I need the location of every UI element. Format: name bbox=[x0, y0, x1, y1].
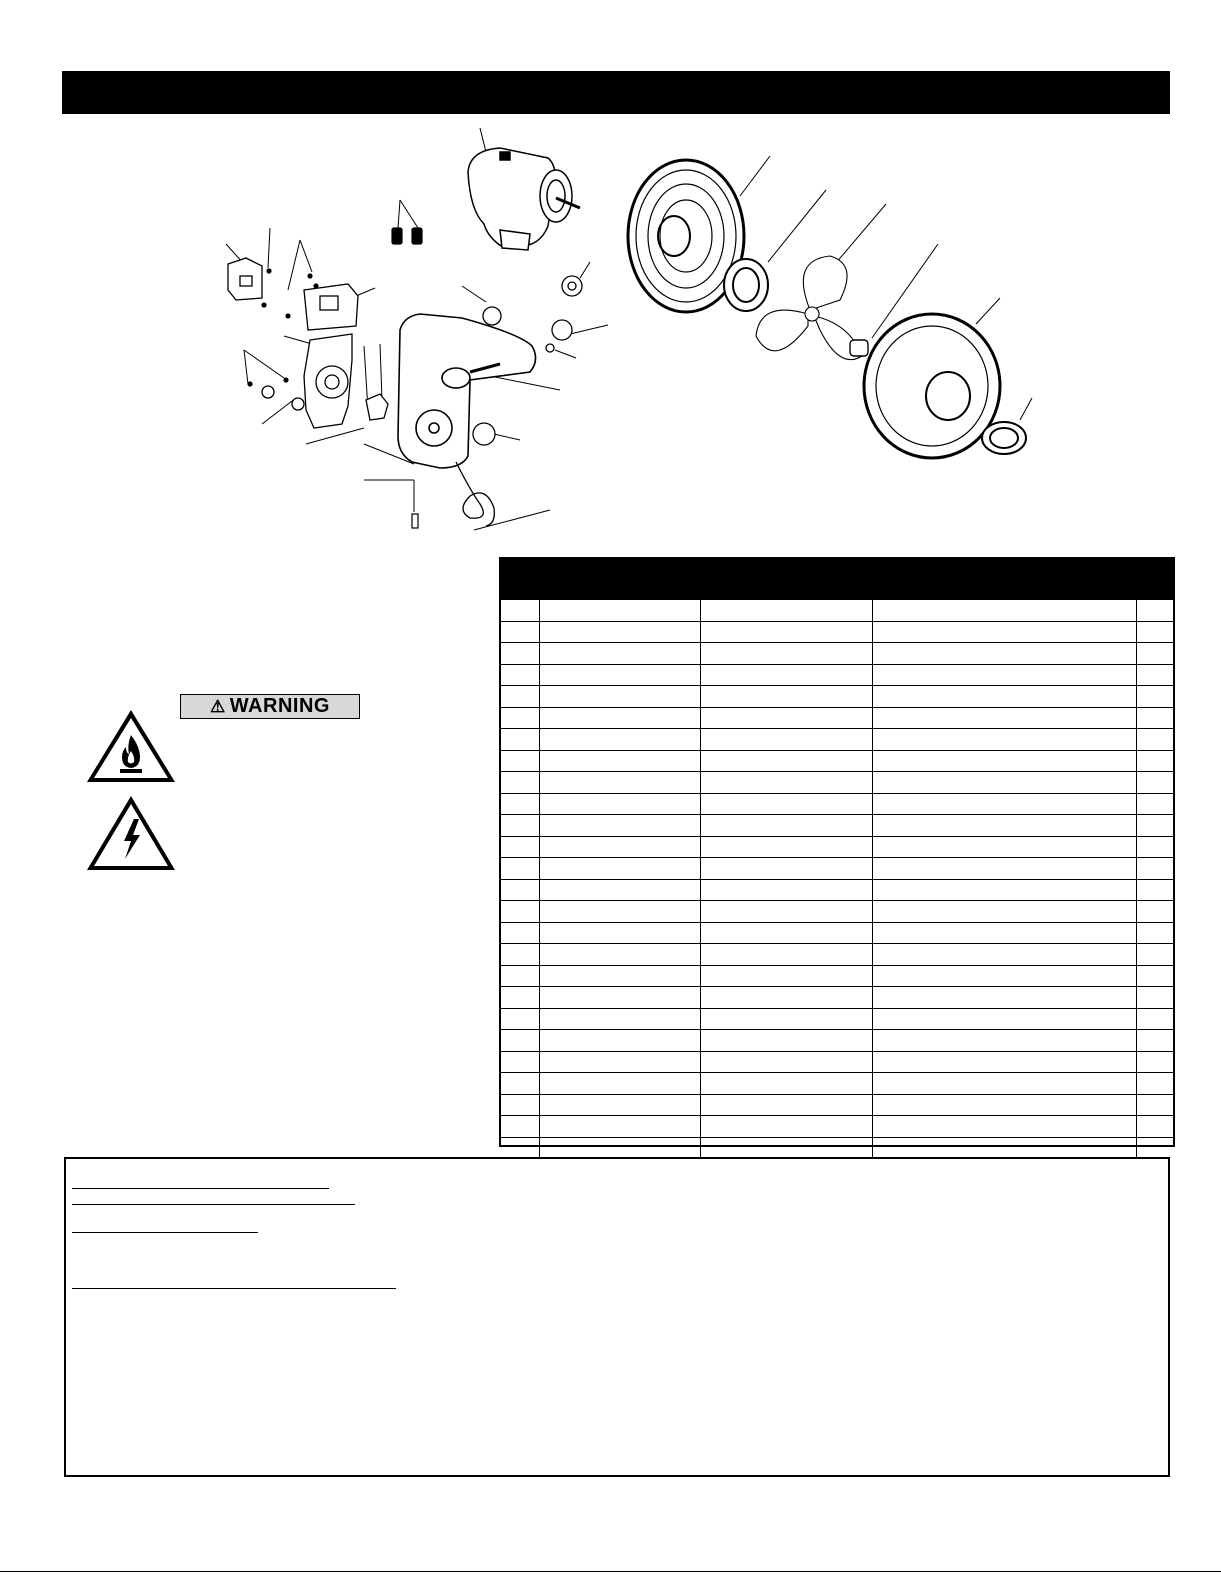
table-row bbox=[501, 1030, 1175, 1052]
table-cell bbox=[872, 1030, 1136, 1052]
table-cell bbox=[501, 965, 539, 987]
table-cell bbox=[872, 729, 1136, 751]
table-cell bbox=[1136, 965, 1175, 987]
warning-label bbox=[180, 694, 360, 719]
table-cell bbox=[700, 707, 872, 729]
table-cell bbox=[700, 621, 872, 643]
blade-spinner bbox=[850, 340, 868, 356]
table-cell bbox=[700, 686, 872, 708]
table-cell bbox=[539, 965, 700, 987]
table-cell bbox=[700, 1051, 872, 1073]
table-cell bbox=[501, 987, 539, 1009]
table-row bbox=[501, 1094, 1175, 1116]
table-cell bbox=[539, 686, 700, 708]
table-cell bbox=[539, 1030, 700, 1052]
table-row bbox=[501, 664, 1175, 686]
table-cell bbox=[700, 965, 872, 987]
table-row bbox=[501, 965, 1175, 987]
table-cell bbox=[539, 944, 700, 966]
front-badge bbox=[982, 422, 1026, 454]
exploded-parts-diagram bbox=[0, 115, 1221, 555]
gear-box-assembly bbox=[262, 334, 388, 428]
table-cell bbox=[700, 1008, 872, 1030]
table-cell bbox=[700, 815, 872, 837]
warning-text: WARNING bbox=[229, 695, 330, 717]
electric-shock-icon bbox=[84, 793, 178, 873]
table-cell bbox=[700, 793, 872, 815]
table-cell bbox=[501, 1073, 539, 1095]
underline-3 bbox=[72, 1232, 258, 1233]
table-cell bbox=[872, 815, 1136, 837]
table-cell bbox=[700, 1137, 872, 1158]
table-cell bbox=[700, 858, 872, 880]
table-cell bbox=[501, 815, 539, 837]
table-cell bbox=[1136, 836, 1175, 858]
table-cell bbox=[501, 836, 539, 858]
table-cell bbox=[501, 1030, 539, 1052]
table-cell bbox=[1136, 621, 1175, 643]
table-cell bbox=[1136, 1030, 1175, 1052]
table-cell bbox=[1136, 879, 1175, 901]
table-cell bbox=[501, 901, 539, 923]
table-cell bbox=[1136, 858, 1175, 880]
table-cell bbox=[700, 901, 872, 923]
table-cell bbox=[539, 836, 700, 858]
table-cell bbox=[501, 750, 539, 772]
table-row bbox=[501, 879, 1175, 901]
table-row bbox=[501, 729, 1175, 751]
table-cell bbox=[872, 836, 1136, 858]
table-cell bbox=[539, 664, 700, 686]
underline-1 bbox=[72, 1188, 329, 1189]
front-grille bbox=[864, 314, 1000, 458]
motor-housing bbox=[468, 148, 580, 250]
table-cell bbox=[1136, 901, 1175, 923]
power-cord bbox=[456, 462, 494, 526]
table-cell bbox=[539, 707, 700, 729]
table-cell bbox=[872, 1073, 1136, 1095]
table-cell bbox=[1136, 643, 1175, 665]
table-row bbox=[501, 836, 1175, 858]
table-cell bbox=[872, 1116, 1136, 1138]
table-cell bbox=[700, 1116, 872, 1138]
parts-table bbox=[499, 557, 1175, 1147]
table-cell bbox=[1136, 750, 1175, 772]
table-cell bbox=[700, 600, 872, 621]
table-row bbox=[501, 1073, 1175, 1095]
warning-triangle-icon: ⚠ bbox=[210, 696, 226, 716]
table-cell bbox=[539, 815, 700, 837]
table-cell bbox=[872, 707, 1136, 729]
table-cell bbox=[872, 965, 1136, 987]
parts-table-grid bbox=[501, 600, 1175, 1158]
table-row bbox=[501, 793, 1175, 815]
notice-box bbox=[64, 1157, 1170, 1477]
table-cell bbox=[539, 750, 700, 772]
table-cell bbox=[501, 621, 539, 643]
table-cell bbox=[872, 1051, 1136, 1073]
table-cell bbox=[539, 1008, 700, 1030]
table-cell bbox=[539, 1116, 700, 1138]
table-row bbox=[501, 600, 1175, 621]
table-cell bbox=[872, 643, 1136, 665]
table-row bbox=[501, 772, 1175, 794]
table-cell bbox=[1136, 944, 1175, 966]
table-cell bbox=[539, 621, 700, 643]
table-cell bbox=[872, 944, 1136, 966]
table-cell bbox=[872, 1137, 1136, 1158]
table-cell bbox=[539, 793, 700, 815]
table-cell bbox=[1136, 1116, 1175, 1138]
table-row bbox=[501, 944, 1175, 966]
table-cell bbox=[700, 772, 872, 794]
table-cell bbox=[501, 1137, 539, 1158]
table-row bbox=[501, 750, 1175, 772]
table-cell bbox=[1136, 1051, 1175, 1073]
table-cell bbox=[539, 987, 700, 1009]
table-cell bbox=[1136, 1008, 1175, 1030]
table-cell bbox=[1136, 793, 1175, 815]
table-cell bbox=[1136, 815, 1175, 837]
bottom-rule bbox=[0, 1571, 1221, 1572]
table-cell bbox=[1136, 987, 1175, 1009]
table-cell bbox=[539, 901, 700, 923]
table-cell bbox=[539, 1051, 700, 1073]
table-row bbox=[501, 643, 1175, 665]
table-cell bbox=[700, 836, 872, 858]
table-cell bbox=[501, 1116, 539, 1138]
table-cell bbox=[1136, 772, 1175, 794]
table-cell bbox=[872, 858, 1136, 880]
table-cell bbox=[700, 1094, 872, 1116]
table-cell bbox=[539, 1073, 700, 1095]
table-cell bbox=[501, 1094, 539, 1116]
table-cell bbox=[872, 686, 1136, 708]
table-cell bbox=[872, 621, 1136, 643]
table-cell bbox=[501, 643, 539, 665]
table-cell bbox=[700, 750, 872, 772]
table-cell bbox=[1136, 664, 1175, 686]
table-cell bbox=[539, 1094, 700, 1116]
table-cell bbox=[501, 944, 539, 966]
table-cell bbox=[700, 922, 872, 944]
table-row bbox=[501, 621, 1175, 643]
parts-table-header bbox=[501, 559, 1173, 600]
table-cell bbox=[539, 600, 700, 621]
table-cell bbox=[872, 793, 1136, 815]
table-row bbox=[501, 987, 1175, 1009]
table-row bbox=[501, 1051, 1175, 1073]
table-cell bbox=[872, 901, 1136, 923]
main-housing bbox=[398, 314, 536, 468]
table-cell bbox=[1136, 922, 1175, 944]
table-cell bbox=[539, 879, 700, 901]
table-cell bbox=[501, 1008, 539, 1030]
table-cell bbox=[872, 600, 1136, 621]
table-cell bbox=[1136, 600, 1175, 621]
table-cell bbox=[501, 879, 539, 901]
table-cell bbox=[700, 944, 872, 966]
table-cell bbox=[872, 922, 1136, 944]
table-cell bbox=[872, 664, 1136, 686]
header-bar bbox=[62, 71, 1170, 114]
table-cell bbox=[872, 750, 1136, 772]
table-cell bbox=[1136, 1073, 1175, 1095]
table-cell bbox=[501, 858, 539, 880]
table-cell bbox=[872, 879, 1136, 901]
underline-2 bbox=[72, 1204, 355, 1205]
table-cell bbox=[1136, 1094, 1175, 1116]
table-cell bbox=[1136, 729, 1175, 751]
table-cell bbox=[539, 772, 700, 794]
table-row bbox=[501, 922, 1175, 944]
table-cell bbox=[1136, 707, 1175, 729]
table-cell bbox=[501, 707, 539, 729]
table-cell bbox=[539, 643, 700, 665]
table-cell bbox=[539, 729, 700, 751]
underline-4 bbox=[72, 1288, 396, 1289]
grille-mounting-nut bbox=[724, 259, 768, 311]
table-cell bbox=[501, 793, 539, 815]
table-cell bbox=[700, 643, 872, 665]
table-row bbox=[501, 1116, 1175, 1138]
table-cell bbox=[501, 772, 539, 794]
table-cell bbox=[1136, 1137, 1175, 1158]
table-row bbox=[501, 901, 1175, 923]
table-cell bbox=[700, 879, 872, 901]
table-cell bbox=[501, 922, 539, 944]
table-row bbox=[501, 686, 1175, 708]
table-cell bbox=[501, 729, 539, 751]
fire-hazard-icon bbox=[84, 707, 178, 785]
table-cell bbox=[501, 1051, 539, 1073]
table-cell bbox=[700, 729, 872, 751]
table-cell bbox=[539, 1137, 700, 1158]
table-cell bbox=[501, 600, 539, 621]
table-row bbox=[501, 815, 1175, 837]
table-cell bbox=[872, 1094, 1136, 1116]
table-cell bbox=[539, 922, 700, 944]
table-cell bbox=[700, 987, 872, 1009]
table-cell bbox=[501, 686, 539, 708]
table-cell bbox=[700, 1030, 872, 1052]
table-row bbox=[501, 1137, 1175, 1158]
table-cell bbox=[501, 664, 539, 686]
table-cell bbox=[1136, 686, 1175, 708]
table-cell bbox=[539, 858, 700, 880]
table-cell bbox=[872, 772, 1136, 794]
table-row bbox=[501, 858, 1175, 880]
table-cell bbox=[872, 987, 1136, 1009]
fan-blade bbox=[756, 256, 862, 360]
table-cell bbox=[700, 664, 872, 686]
table-cell bbox=[872, 1008, 1136, 1030]
table-row bbox=[501, 707, 1175, 729]
table-cell bbox=[700, 1073, 872, 1095]
table-row bbox=[501, 1008, 1175, 1030]
